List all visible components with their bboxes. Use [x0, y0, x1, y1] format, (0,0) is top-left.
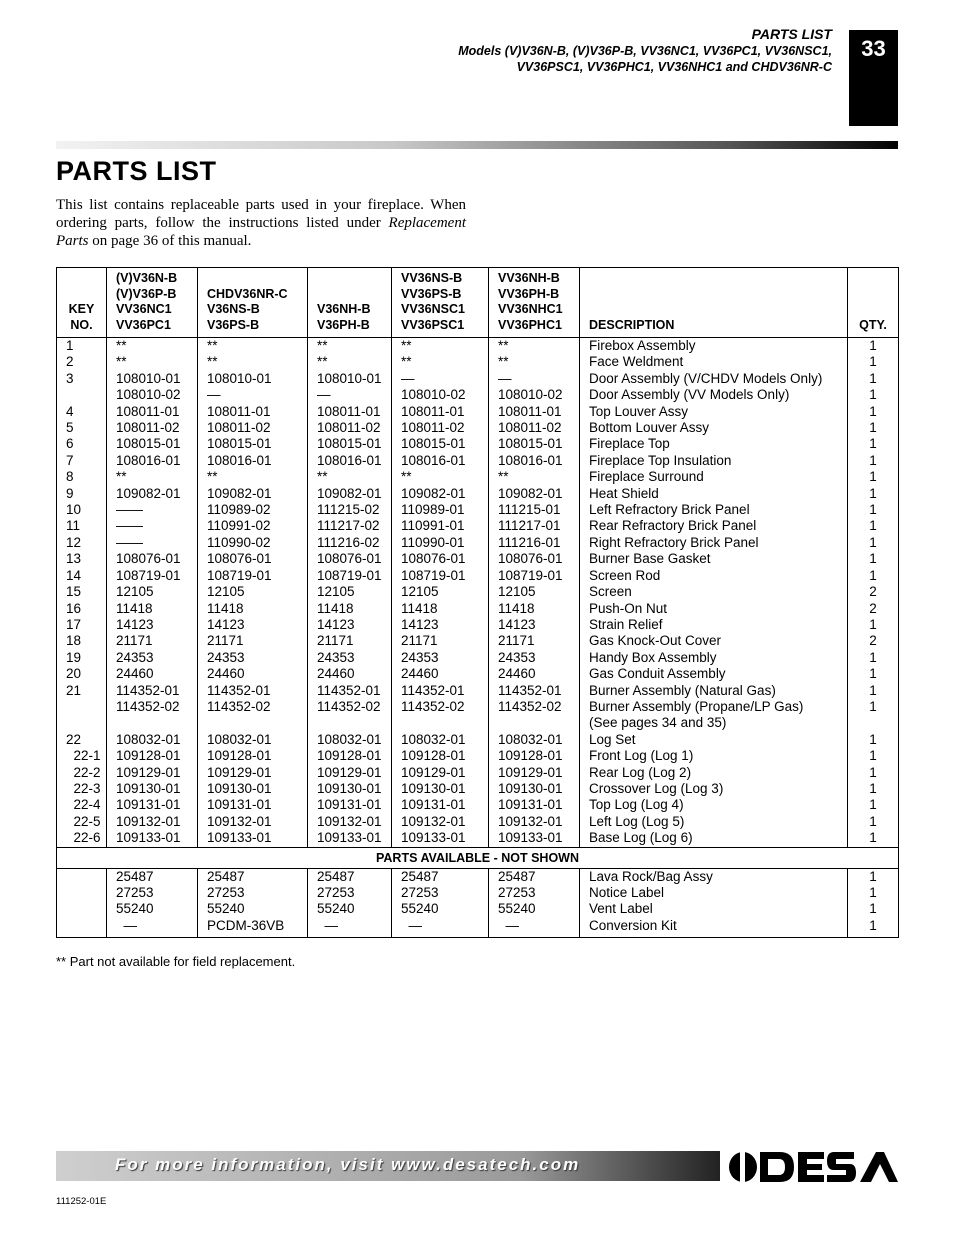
- header-qty: QTY.: [848, 268, 899, 338]
- header-model-col-2: CHDV36NR-C V36NS-B V36PS-B: [198, 268, 308, 338]
- parts-table: [56, 267, 899, 938]
- desa-logo-icon: [726, 1150, 898, 1184]
- models-line-2: VV36PSC1, VV36PHC1, VV36NHC1 and CHDV36NR-C: [516, 60, 832, 74]
- extra-quantities: 1 1 1 1: [848, 868, 899, 937]
- footer-banner-text: For more information, visit www.desatech.com: [115, 1155, 581, 1174]
- header-key-no: KEY NO.: [57, 268, 107, 338]
- header-rule: [56, 141, 898, 149]
- intro-text-a: This list contains replaceable parts used in your fireplace. When ordering parts, follow the instructions listed under: [56, 197, 466, 231]
- page-title: PARTS LIST: [56, 156, 217, 186]
- models-line-1: Models (V)V36N-B, (V)V36P-B, VV36NC1, VV36PC1, VV36NSC1,: [458, 44, 832, 58]
- intro-text-b: on page 36 of this manual.: [88, 233, 252, 249]
- table-row: [57, 868, 899, 937]
- extra-col-4: 25487 27253 55240 —: [392, 868, 489, 937]
- parts-col-1: ** ** 108010-01 108010-02 108011-01 108011-02 108015-01 108016-01 ** 109082-01 —— —— —— 108076-01 108719-01 12105 11418 14123 21171 24353 24460 114352-01 114352-02 108032-01 109128-01 109129-01 109130-01 109131-01 109132-01 109133-01: [107, 338, 198, 848]
- header-model-col-4: VV36NS-B VV36PS-B VV36NSC1 VV36PSC1: [392, 268, 489, 338]
- subheader-not-shown: PARTS AVAILABLE - NOT SHOWN: [57, 847, 899, 868]
- intro-text-italic: Replacement Parts: [56, 215, 466, 249]
- header-model-col-3: V36NH-B V36PH-B: [308, 268, 392, 338]
- page-number: 33: [849, 30, 898, 126]
- extra-key-empty: [57, 868, 107, 937]
- subheader-row: [57, 847, 899, 868]
- parts-col-5: ** ** — 108010-02 108011-01 108011-02 108015-01 108016-01 ** 109082-01 111215-01 111217-01 111216-01 108076-01 108719-01 12105 11418 14123 21171 24353 24460 114352-01 114352-02 108032-01 109128-01 109129-01 109130-01 109131-01 109132-01 109133-01: [489, 338, 580, 848]
- parts-col-4: ** ** — 108010-02 108011-01 108011-02 108015-01 108016-01 ** 109082-01 110989-01 110991-01 110990-01 108076-01 108719-01 12105 11418 14123 21171 24353 24460 114352-01 114352-02 108032-01 109128-01 109129-01 109130-01 109131-01 109132-01 109133-01: [392, 338, 489, 848]
- document-number: 111252-01E: [56, 1196, 107, 1207]
- descriptions: Firebox Assembly Face Weldment Door Assembly (V/CHDV Models Only) Door Assembly (VV Models Only) Top Louver Assy Bottom Louver Assy Fireplace Top Fireplace Top Insulation Fireplace Surround Heat Shield Left Refractory Brick Panel Rear Refractory Brick Panel Right Refractory Brick Panel Burner Base Gasket Screen Rod Screen Push-On Nut Strain Relief Gas Knock-Out Cover Handy Box Assembly Gas Conduit Assembly Burner Assembly (Natural Gas) Burner Assembly (Propane/LP Gas) (See pages 34 and 35) Log Set Front Log (Log 1) Rear Log (Log 2) Crossover Log (Log 3) Top Log (Log 4) Left Log (Log 5) Base Log (Log 6): [580, 338, 848, 848]
- extra-descriptions: Lava Rock/Bag Assy Notice Label Vent Label Conversion Kit: [580, 868, 848, 937]
- extra-col-3: 25487 27253 55240 —: [308, 868, 392, 937]
- header-description: DESCRIPTION: [580, 268, 848, 338]
- parts-col-3: ** ** 108010-01 — 108011-01 108011-02 108015-01 108016-01 ** 109082-01 111215-02 111217-02 111216-02 108076-01 108719-01 12105 11418 14123 21171 24353 24460 114352-01 114352-02 108032-01 109128-01 109129-01 109130-01 109131-01 109132-01 109133-01: [308, 338, 392, 848]
- extra-col-1: 25487 27253 55240 —: [107, 868, 198, 937]
- extra-col-2: 25487 27253 55240 PCDM-36VB: [198, 868, 308, 937]
- table-row: [57, 338, 899, 848]
- header-right: [458, 26, 832, 75]
- section-title: PARTS LIST: [751, 26, 832, 42]
- table-header-row: [57, 268, 899, 338]
- intro-paragraph: [56, 196, 466, 250]
- quantities: 1 1 1 1 1 1 1 1 1 1 1 1 1 1 1 2 2 1 2 1 1 1 1 1 1 1 1 1 1 1: [848, 338, 899, 848]
- header-model-col-1: (V)V36N-B (V)V36P-B VV36NC1 VV36PC1: [107, 268, 198, 338]
- extra-col-5: 25487 27253 55240 —: [489, 868, 580, 937]
- parts-col-2: ** ** 108010-01 — 108011-01 108011-02 108015-01 108016-01 ** 109082-01 110989-02 110991-02 110990-02 108076-01 108719-01 12105 11418 14123 21171 24353 24460 114352-01 114352-02 108032-01 109128-01 109129-01 109130-01 109131-01 109132-01 109133-01: [198, 338, 308, 848]
- header-model-col-5: VV36NH-B VV36PH-B VV36NHC1 VV36PHC1: [489, 268, 580, 338]
- key-numbers: 1 2 3 4 5 6 7 8 9 10 11 12 13 14 15 16 17 18 19 20 21 22 22-1 22-2 22-3 22-4 22-5 22-6: [57, 338, 107, 848]
- footnote: ** Part not available for field replacement.: [56, 954, 296, 969]
